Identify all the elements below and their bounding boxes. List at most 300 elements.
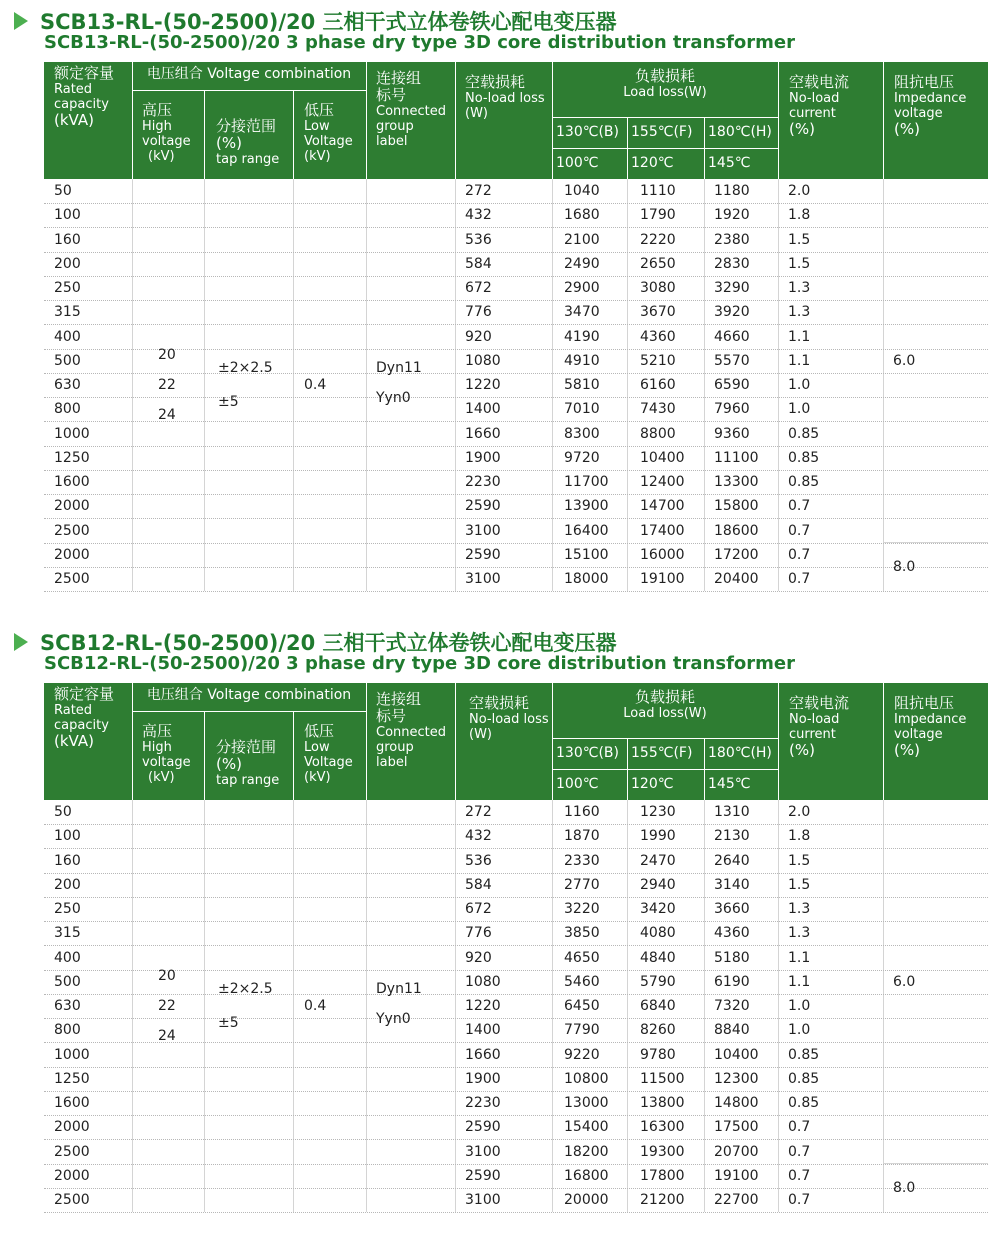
noload-cell: 2590: [465, 546, 501, 563]
current-cell: 2.0: [788, 804, 811, 820]
tap-en: tap range: [216, 773, 280, 788]
capacity-cell: 315: [54, 925, 81, 942]
load-180-cell: 5570: [714, 352, 750, 369]
header-divider: [552, 148, 778, 149]
capacity-cell: 2000: [54, 546, 90, 563]
lv-unit: (kV): [304, 149, 331, 164]
header-tap: [216, 118, 296, 167]
current-cell: 0.7: [788, 546, 811, 563]
capacity-en: Rated capacity: [54, 82, 109, 112]
noload-cell: 2230: [465, 1095, 501, 1111]
load-155-cell: 1230: [640, 804, 676, 820]
noload-cell: 3100: [465, 1192, 501, 1208]
load-155-cell: 17400: [640, 522, 685, 539]
current-cell: 1.1: [788, 328, 811, 345]
lv-en: Low Voltage: [304, 119, 353, 149]
noload-cell: 272: [465, 183, 492, 199]
noload-cell: 672: [465, 901, 492, 917]
merged-impedance-b: 8.0: [893, 559, 916, 575]
header-capacity: [54, 686, 134, 750]
load-180-cell: 7320: [714, 998, 750, 1014]
load-180-cell: 12300: [714, 1070, 759, 1087]
table-row: [44, 470, 988, 495]
header-current: [789, 74, 879, 138]
current-cell: 1.0: [788, 998, 811, 1014]
tap-value: ±2×2.5: [218, 981, 273, 997]
load-180-cell: 6590: [714, 377, 750, 393]
noload-cell: 1220: [465, 377, 501, 393]
header-divider: [883, 62, 884, 179]
header-loadloss: [552, 68, 778, 100]
noload-en: No-load loss: [469, 712, 549, 727]
load-155-cell: 4080: [640, 925, 676, 942]
load-130-cell: 3470: [564, 304, 600, 321]
load-180-cell: 3290: [714, 280, 750, 296]
current-cell: 0.85: [788, 1046, 820, 1063]
header-impedance: [894, 74, 984, 138]
load-180-cell: 9360: [714, 425, 750, 442]
load-130-cell: 8300: [564, 425, 600, 442]
noload-cell: 1660: [465, 1046, 501, 1063]
header-current: [789, 695, 879, 759]
noload-cell: 272: [465, 804, 492, 820]
current-cell: 1.0: [788, 377, 811, 393]
table-row: [44, 543, 988, 568]
noload-cell: 1400: [465, 401, 501, 418]
load-155-cell: 2650: [640, 255, 676, 272]
header-connection: [376, 70, 456, 149]
table-row: [44, 824, 988, 849]
capacity-cell: 200: [54, 876, 81, 893]
current-cell: 0.7: [788, 571, 811, 587]
hv-unit: (kV): [148, 770, 175, 785]
tap-unit: (%): [216, 134, 242, 152]
capacity-cell: 1000: [54, 1046, 90, 1063]
load-155-cell: 1990: [640, 828, 676, 845]
load-cn: 负载损耗: [634, 688, 695, 706]
noload-cell: 2230: [465, 474, 501, 490]
table-row: [44, 921, 988, 946]
capacity-cell: 2000: [54, 498, 90, 515]
title-cn-text: SCB12-RL-(50-2500)/20 三相干式立体卷铁心配电变压器: [40, 631, 617, 655]
noload-cell: 584: [465, 876, 492, 893]
merged-lv: 0.4: [304, 377, 327, 393]
table-section-scb13: [0, 0, 1000, 600]
table-row: [44, 446, 988, 471]
triangle-bullet-icon: [14, 12, 28, 30]
capacity-cell: 630: [54, 998, 81, 1014]
noload-cell: 536: [465, 852, 492, 869]
capacity-en: Rated capacity: [54, 703, 109, 733]
header-voltage-group: 电压组合 Voltage combination: [146, 687, 352, 703]
noload-cell: 672: [465, 280, 492, 296]
load-180-cell: 17200: [714, 546, 759, 563]
lv-en: Low Voltage: [304, 740, 353, 770]
imp-cn: 阻抗电压: [894, 694, 955, 712]
load-130-cell: 2900: [564, 280, 600, 296]
table-row: [44, 422, 988, 447]
load-180-cell: 20700: [714, 1143, 759, 1160]
conn-value: Dyn11: [376, 981, 422, 997]
title-cn-text: SCB13-RL-(50-2500)/20 三相干式立体卷铁心配电变压器: [40, 10, 617, 34]
header-lv: [304, 723, 364, 785]
noload-cell: 1660: [465, 425, 501, 442]
table-row: [44, 203, 988, 228]
load-130-cell: 15100: [564, 546, 609, 563]
header-divider: [704, 117, 705, 179]
tap-value: ±2×2.5: [218, 360, 273, 376]
noload-cell: 584: [465, 255, 492, 272]
load-130-cell: 1870: [564, 828, 600, 845]
capacity-cell: 1600: [54, 474, 90, 490]
noload-cell: 3100: [465, 522, 501, 539]
noload-cell: 3100: [465, 571, 501, 587]
capacity-cell: 500: [54, 973, 81, 990]
temp-180: 180℃(H): [708, 745, 772, 761]
header-divider: [132, 711, 366, 712]
noload-cell: 1080: [465, 973, 501, 990]
current-cell: 1.3: [788, 280, 811, 296]
load-130-cell: 3220: [564, 901, 600, 917]
current-cell: 1.0: [788, 1022, 811, 1039]
lv-cn: 低压: [304, 722, 335, 740]
header-tap: [216, 739, 296, 788]
load-130-cell: 20000: [564, 1192, 609, 1208]
section-title-en: SCB13-RL-(50-2500)/20 3 phase dry type 3D core distribution transformer: [44, 32, 795, 53]
hv-en: High voltage: [142, 740, 191, 770]
load-130-cell: 5460: [564, 973, 600, 990]
load-130-cell: 1160: [564, 804, 600, 820]
load-180-cell: 11100: [714, 449, 759, 466]
header-divider: [293, 711, 294, 800]
load-155-cell: 1790: [640, 207, 676, 224]
capacity-cell: 500: [54, 352, 81, 369]
header-divider: [627, 117, 628, 179]
load-130-cell: 3850: [564, 925, 600, 942]
capacity-cell: 630: [54, 377, 81, 393]
capacity-cell: 2000: [54, 1167, 90, 1184]
header-noload: [469, 695, 555, 742]
table-row: [44, 397, 988, 422]
section-title-en: SCB12-RL-(50-2500)/20 3 phase dry type 3D core distribution transformer: [44, 653, 795, 674]
header-divider: [883, 683, 884, 800]
load-130-cell: 10800: [564, 1070, 609, 1087]
noload-cell: 1080: [465, 352, 501, 369]
hv-en: High voltage: [142, 119, 191, 149]
merged-lv: 0.4: [304, 998, 327, 1014]
load-180-cell: 13300: [714, 474, 759, 490]
capacity-cell: 1000: [54, 425, 90, 442]
noload-cell: 776: [465, 925, 492, 942]
current-cn: 空载电流: [789, 694, 850, 712]
header-divider: [455, 683, 456, 800]
load-130-cell: 2330: [564, 852, 600, 869]
imp-cn: 阻抗电压: [894, 73, 955, 91]
capacity-cell: 1250: [54, 1070, 90, 1087]
conn-en: Connected group label: [376, 725, 447, 770]
noload-cell: 776: [465, 304, 492, 321]
load-en: Load loss(W): [623, 85, 707, 100]
noload-cn: 空载损耗: [469, 694, 530, 712]
table-row: [44, 1067, 988, 1092]
load-180-cell: 3140: [714, 876, 750, 893]
current-cell: 0.7: [788, 1192, 811, 1208]
table-row: [44, 494, 988, 519]
current-cell: 1.8: [788, 828, 811, 845]
capacity-cell: 250: [54, 901, 81, 917]
capacity-cell: 2500: [54, 1143, 90, 1160]
hv-value: 20: [158, 968, 176, 984]
conn-value: Dyn11: [376, 360, 422, 376]
load-155-cell: 4840: [640, 949, 676, 966]
ref-100: 100℃: [556, 155, 599, 171]
load-130-cell: 16400: [564, 522, 609, 539]
table-header: [44, 62, 988, 179]
imp-unit: (%): [894, 741, 920, 759]
merged-conn: [376, 978, 422, 1030]
load-155-cell: 21200: [640, 1192, 685, 1208]
load-180-cell: 3660: [714, 901, 750, 917]
noload-cell: 2590: [465, 1167, 501, 1184]
load-180-cell: 10400: [714, 1046, 759, 1063]
table-body: [0, 800, 1000, 1212]
temp-130: 130℃(B): [556, 745, 619, 761]
triangle-bullet-icon: [14, 633, 28, 651]
capacity-cell: 200: [54, 255, 81, 272]
current-cell: 0.85: [788, 1070, 820, 1087]
load-130-cell: 7010: [564, 401, 600, 418]
impedance-group-separator: [883, 1163, 988, 1164]
noload-cell: 432: [465, 207, 492, 224]
load-130-cell: 4910: [564, 352, 600, 369]
temp-155: 155℃(F): [631, 124, 693, 140]
table-row: [44, 349, 988, 374]
temp-155: 155℃(F): [631, 745, 693, 761]
table-row: [44, 276, 988, 301]
tap-en: tap range: [216, 152, 280, 167]
tap-cn: 分接范围: [216, 738, 277, 756]
table-row: [44, 1188, 988, 1213]
table-row: [44, 519, 988, 544]
load-155-cell: 8260: [640, 1022, 676, 1039]
current-cell: 1.0: [788, 401, 811, 418]
load-180-cell: 7960: [714, 401, 750, 418]
load-155-cell: 2470: [640, 852, 676, 869]
merged-hv: [158, 965, 176, 1047]
current-cell: 1.1: [788, 352, 811, 369]
noload-cell: 536: [465, 231, 492, 248]
load-180-cell: 1180: [714, 183, 750, 199]
hv-value: 22: [158, 998, 176, 1014]
capacity-cell: 100: [54, 828, 81, 845]
load-130-cell: 2770: [564, 876, 600, 893]
current-cell: 0.7: [788, 1167, 811, 1184]
table-row: [44, 228, 988, 253]
hv-value: 20: [158, 347, 176, 363]
capacity-unit: (kVA): [54, 111, 94, 129]
header-divider: [552, 738, 778, 739]
load-180-cell: 15800: [714, 498, 759, 515]
table-row: [44, 325, 988, 350]
merged-impedance-a: 6.0: [893, 974, 916, 990]
imp-unit: (%): [894, 120, 920, 138]
load-180-cell: 19100: [714, 1167, 759, 1184]
capacity-cell: 2500: [54, 571, 90, 587]
current-cell: 0.7: [788, 498, 811, 515]
noload-cn: 空载损耗: [465, 73, 526, 91]
load-155-cell: 3670: [640, 304, 676, 321]
load-180-cell: 3920: [714, 304, 750, 321]
merged-tap: [218, 357, 273, 413]
load-155-cell: 7430: [640, 401, 676, 418]
capacity-cn: 额定容量: [54, 64, 115, 82]
load-155-cell: 16300: [640, 1119, 685, 1136]
load-180-cell: 22700: [714, 1192, 759, 1208]
load-180-cell: 2130: [714, 828, 750, 845]
impedance-group-separator: [883, 542, 988, 543]
hv-value: 24: [158, 407, 176, 423]
capacity-cell: 400: [54, 328, 81, 345]
table-row: [44, 849, 988, 874]
load-130-cell: 18200: [564, 1143, 609, 1160]
noload-cell: 2590: [465, 1119, 501, 1136]
table-row: [44, 800, 988, 825]
table-row: [44, 567, 988, 592]
lv-cn: 低压: [304, 101, 335, 119]
load-180-cell: 5180: [714, 949, 750, 966]
current-cell: 2.0: [788, 183, 811, 199]
merged-tap: [218, 978, 273, 1034]
header-divider: [704, 738, 705, 800]
capacity-cell: 2500: [54, 522, 90, 539]
current-cell: 0.7: [788, 1143, 811, 1160]
load-180-cell: 18600: [714, 522, 759, 539]
load-155-cell: 6160: [640, 377, 676, 393]
current-cell: 1.5: [788, 255, 811, 272]
table-row: [44, 970, 988, 995]
load-130-cell: 1680: [564, 207, 600, 224]
current-cell: 1.8: [788, 207, 811, 224]
load-180-cell: 2830: [714, 255, 750, 272]
header-divider: [778, 683, 779, 800]
load-130-cell: 5810: [564, 377, 600, 393]
load-130-cell: 15400: [564, 1119, 609, 1136]
capacity-cell: 160: [54, 852, 81, 869]
load-130-cell: 4190: [564, 328, 600, 345]
noload-cell: 2590: [465, 498, 501, 515]
capacity-cell: 800: [54, 401, 81, 418]
table-row: [44, 897, 988, 922]
current-cell: 1.1: [788, 949, 811, 966]
table-section-scb12: [0, 621, 1000, 1221]
header-hv: [142, 723, 202, 785]
header-lv: [304, 102, 364, 164]
current-cell: 0.85: [788, 425, 820, 442]
header-divider: [778, 62, 779, 179]
conn-cn: 连接组标号: [376, 69, 422, 104]
load-130-cell: 13000: [564, 1095, 609, 1111]
load-180-cell: 2380: [714, 231, 750, 248]
hv-value: 24: [158, 1028, 176, 1044]
load-180-cell: 20400: [714, 571, 759, 587]
current-cell: 0.7: [788, 522, 811, 539]
load-155-cell: 13800: [640, 1095, 685, 1111]
noload-cell: 3100: [465, 1143, 501, 1160]
capacity-cell: 2000: [54, 1119, 90, 1136]
table-row: [44, 1043, 988, 1068]
current-en: No-load current: [789, 712, 840, 742]
temp-180: 180℃(H): [708, 124, 772, 140]
header-divider: [132, 90, 366, 91]
load-180-cell: 4660: [714, 328, 750, 345]
load-130-cell: 9720: [564, 449, 600, 466]
header-capacity: [54, 65, 134, 129]
header-connection: [376, 691, 456, 770]
current-cell: 1.1: [788, 973, 811, 990]
load-130-cell: 13900: [564, 498, 609, 515]
table-row: [44, 1091, 988, 1116]
hv-unit: (kV): [148, 149, 175, 164]
header-impedance: [894, 695, 984, 759]
load-155-cell: 2220: [640, 231, 676, 248]
conn-en: Connected group label: [376, 104, 447, 149]
noload-cell: 1400: [465, 1022, 501, 1039]
load-155-cell: 17800: [640, 1167, 685, 1184]
header-divider: [455, 62, 456, 179]
imp-en: Impedance voltage: [894, 712, 967, 742]
load-180-cell: 17500: [714, 1119, 759, 1136]
header-divider: [204, 711, 205, 800]
load-155-cell: 8800: [640, 425, 676, 442]
capacity-cell: 2500: [54, 1192, 90, 1208]
table-body: [0, 179, 1000, 591]
ref-145: 145℃: [708, 155, 751, 171]
load-180-cell: 1920: [714, 207, 750, 224]
load-en: Load loss(W): [623, 706, 707, 721]
merged-impedance-b: 8.0: [893, 1180, 916, 1196]
capacity-cell: 1250: [54, 449, 90, 466]
capacity-cell: 315: [54, 304, 81, 321]
merged-impedance-a: 6.0: [893, 353, 916, 369]
noload-cell: 1900: [465, 449, 501, 466]
load-155-cell: 3420: [640, 901, 676, 917]
header-divider: [293, 90, 294, 179]
tap-cn: 分接范围: [216, 117, 277, 135]
load-130-cell: 4650: [564, 949, 600, 966]
load-155-cell: 5210: [640, 352, 676, 369]
load-130-cell: 1040: [564, 183, 600, 199]
load-155-cell: 4360: [640, 328, 676, 345]
capacity-unit: (kVA): [54, 732, 94, 750]
current-cell: 1.3: [788, 901, 811, 917]
noload-cell: 920: [465, 328, 492, 345]
current-cell: 0.85: [788, 1095, 820, 1111]
load-155-cell: 14700: [640, 498, 685, 515]
load-180-cell: 6190: [714, 973, 750, 990]
table-row: [44, 946, 988, 971]
current-cell: 1.3: [788, 925, 811, 942]
load-130-cell: 7790: [564, 1022, 600, 1039]
conn-value: Yyn0: [376, 1011, 411, 1027]
ref-100: 100℃: [556, 776, 599, 792]
header-voltage-group: 电压组合 Voltage combination: [146, 66, 352, 82]
noload-cell: 432: [465, 828, 492, 845]
table-row: [44, 1140, 988, 1165]
tap-unit: (%): [216, 755, 242, 773]
capacity-cn: 额定容量: [54, 685, 115, 703]
load-cn: 负载损耗: [634, 67, 695, 85]
hv-value: 22: [158, 377, 176, 393]
